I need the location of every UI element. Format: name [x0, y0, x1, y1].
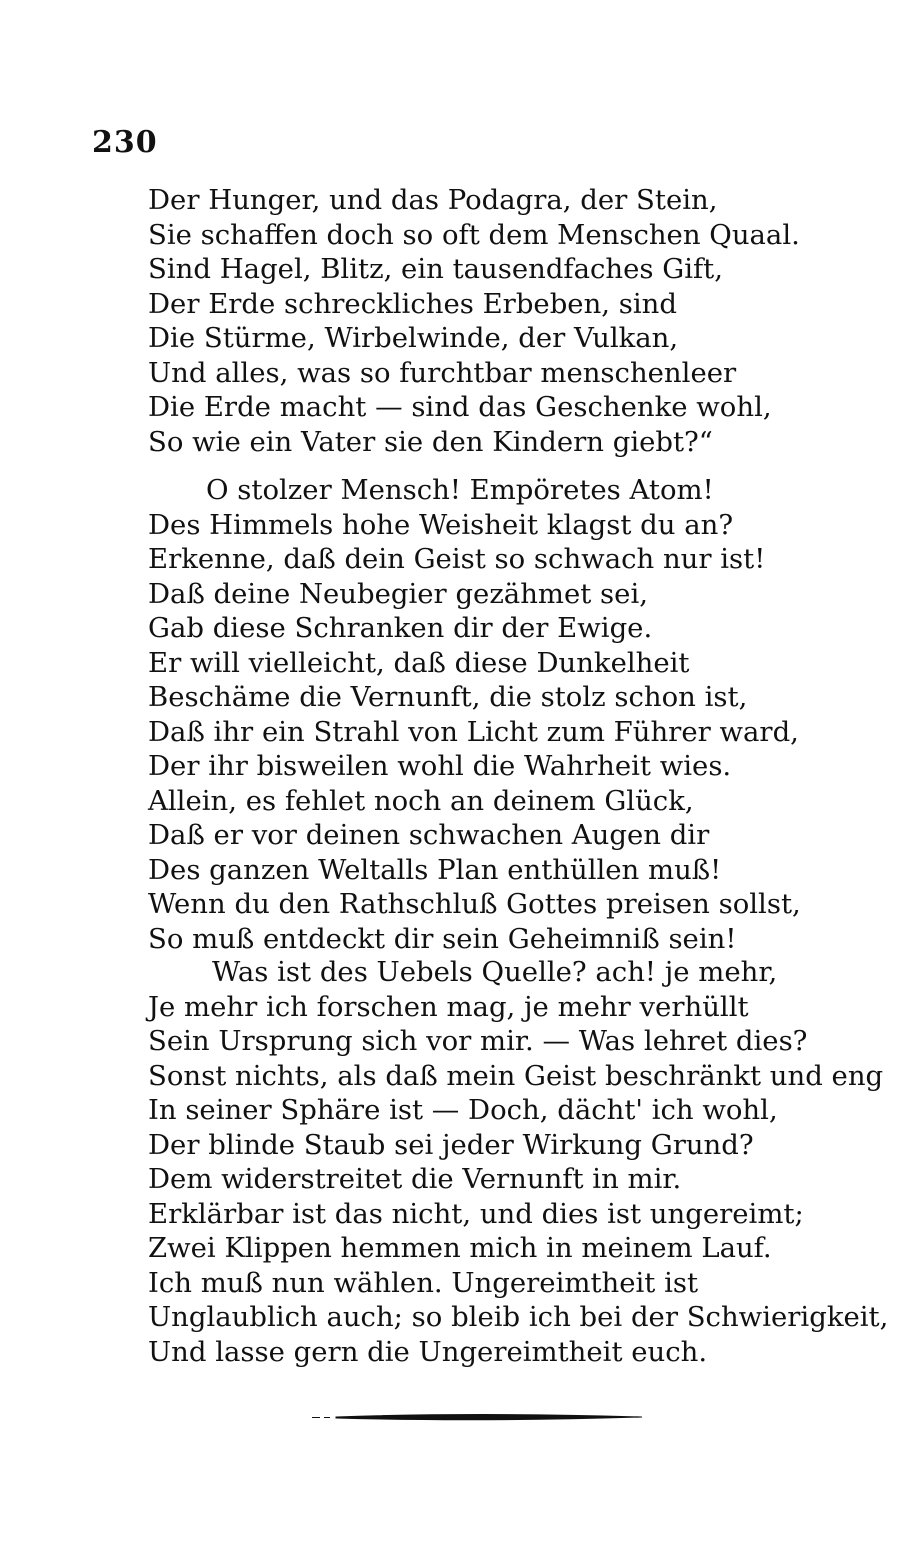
verse-line: Des Himmels hohe Weisheit klagst du an?: [148, 508, 734, 541]
verse-line: Der Erde schreckliches Erbeben, sind: [148, 287, 677, 320]
verse-line: Und alles, was so furchtbar menschenleer: [148, 356, 737, 389]
verse-line: Dem widerstreitet die Vernunft in mir.: [148, 1163, 682, 1195]
verse-line: Zwei Klippen hemmen mich in meinem Lauf.: [148, 1232, 772, 1264]
verse-line: Erklärbar ist das nicht, und dies ist ungereimt;: [148, 1197, 804, 1230]
stanza-3: [148, 955, 889, 1369]
verse-line: In seiner Sphäre ist — Doch, dächt' ich wohl,: [148, 1094, 778, 1126]
verse-line: Erkenne, daß dein Geist so schwach nur ist!: [148, 543, 766, 575]
verse-line: Der ihr bisweilen wohl die Wahrheit wies.: [148, 750, 732, 782]
verse-line: Daß ihr ein Strahl von Licht zum Führer ward,: [148, 715, 799, 748]
verse-line-indented: Was ist des Uebels Quelle? ach! je mehr,: [212, 956, 778, 988]
verse-line: Gab diese Schranken dir der Ewige.: [148, 612, 653, 644]
verse-line: Wenn du den Rathschluß Gottes preisen sollst,: [148, 888, 801, 920]
verse-line: So wie ein Vater sie den Kindern giebt?“: [148, 425, 713, 458]
verse-line: Die Stürme, Wirbelwinde, der Vulkan,: [148, 322, 679, 354]
decorative-rule: [312, 1413, 642, 1421]
verse-line: Er will vielleicht, daß diese Dunkelheit: [148, 646, 690, 679]
page-number: 230: [92, 125, 158, 160]
verse-line: Sie schaffen doch so oft dem Menschen Quaal.: [148, 218, 800, 251]
verse-line: Je mehr ich forschen mag, je mehr verhüllt: [148, 990, 749, 1023]
verse-line: Und lasse gern die Ungereimtheit euch.: [148, 1335, 708, 1368]
stanza-2: [148, 473, 848, 956]
verse-line: Daß er vor deinen schwachen Augen dir: [148, 819, 710, 851]
verse-line: Sonst nichts, als daß mein Geist beschränkt und eng: [148, 1059, 884, 1092]
verse-line: Ich muß nun wählen. Ungereimtheit ist: [148, 1266, 699, 1299]
verse-line: Sind Hagel, Blitz, ein tausendfaches Gift,: [148, 253, 723, 285]
verse-line: Unglaublich auch; so bleib ich bei der Schwierigkeit,: [148, 1301, 889, 1333]
verse-line: So muß entdeckt dir sein Geheimniß sein!: [148, 922, 737, 955]
verse-line: Der blinde Staub sei jeder Wirkung Grund?: [148, 1128, 754, 1161]
decorative-rule-line: [312, 1415, 642, 1420]
verse-line: Sein Ursprung sich vor mir. — Was lehret dies?: [148, 1025, 808, 1057]
verse-line: Des ganzen Weltalls Plan enthüllen muß!: [148, 853, 722, 886]
verse-line: Beschäme die Vernunft, die stolz schon ist,: [148, 681, 748, 713]
stanza-1: [148, 183, 848, 459]
verse-line: Allein, es fehlet noch an deinem Glück,: [148, 784, 694, 817]
verse-line: Der Hunger, und das Podagra, der Stein,: [148, 184, 718, 216]
verse-line: Die Erde macht — sind das Geschenke wohl,: [148, 391, 772, 423]
verse-line: Daß deine Neubegier gezähmet sei,: [148, 577, 648, 610]
verse-line-indented: O stolzer Mensch! Empöretes Atom!: [206, 474, 714, 506]
